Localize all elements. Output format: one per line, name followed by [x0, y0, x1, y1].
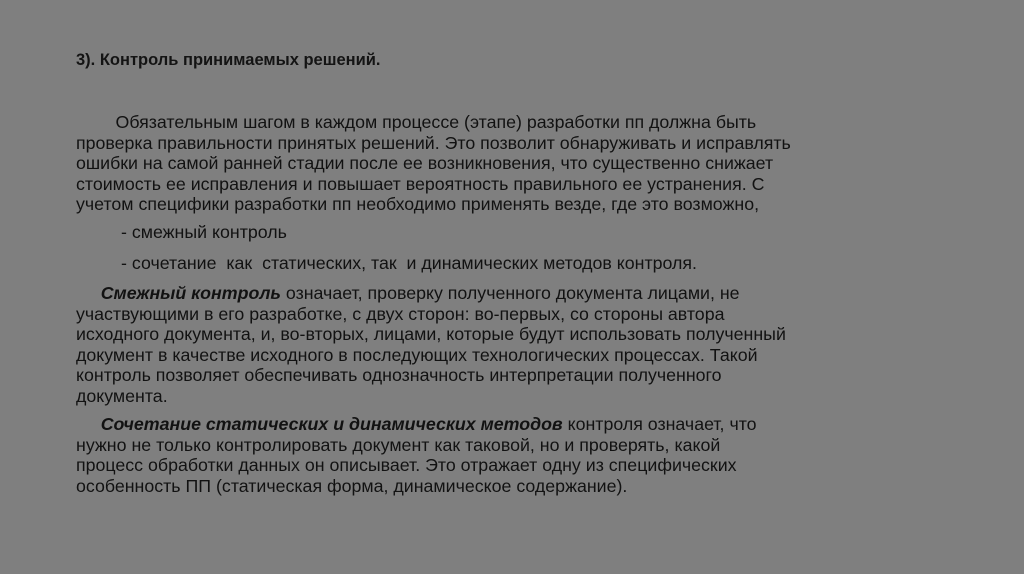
- lead-indent: [76, 414, 101, 434]
- paragraph-adjacent-control: [76, 283, 956, 407]
- paragraph-line: исходного документа, и, во-вторых, лицами, которые будут использовать полученный: [76, 324, 786, 345]
- paragraph-lead-line: [76, 283, 956, 304]
- emphasis-term: Смежный контроль: [100, 283, 281, 303]
- paragraph-line: особенность ПП (статическая форма, динамическое содержание).: [76, 475, 628, 496]
- paragraph-line: документ в качестве исходного в последующих технологических процессах. Такой: [76, 344, 758, 365]
- emphasis-term: Сочетание статических и динамических методов: [100, 414, 563, 434]
- lead-rest: означает, проверку полученного документа лицами, не: [280, 283, 740, 303]
- paragraph-line: контроль позволяет обеспечивать однозначность интерпретации полученного: [76, 365, 722, 386]
- bullet-adjacent-control: - смежный контроль: [121, 222, 287, 242]
- paragraph-line: нужно не только контролировать документ как таковой, но и проверять, какой: [76, 434, 721, 455]
- paragraph-line: учетом специфики разработки пп необходимо применять везде, где это возможно,: [76, 194, 760, 215]
- paragraph-line: ошибки на самой ранней стадии после ее возникновения, что существенно снижает: [76, 153, 774, 174]
- paragraph-line: участвующими в его разработке, с двух сторон: во-первых, со стороны автора: [76, 303, 725, 324]
- paragraph-line: документа.: [76, 385, 168, 406]
- paragraph-static-dynamic: [76, 414, 956, 496]
- lead-indent: [76, 283, 101, 303]
- paragraph-line: проверка правильности принятых решений. Это позволит обнаруживать и исправлять: [76, 132, 791, 153]
- paragraph-control-intro: [76, 112, 956, 215]
- lead-rest: контроля означает, что: [562, 414, 757, 434]
- paragraph-line: процесс обработки данных он описывает. Это отражает одну из специфических: [76, 455, 737, 476]
- slide-heading: 3). Контроль принимаемых решений.: [76, 51, 381, 69]
- bullet-static-dynamic: - сочетание как статических, так и динамических методов контроля.: [121, 253, 697, 273]
- paragraph-line: Обязательным шагом в каждом процессе (этапе) разработки пп должна быть: [76, 112, 757, 132]
- paragraph-lead-line: [76, 414, 956, 435]
- paragraph-line: стоимость ее исправления и повышает вероятность правильного ее устранения. С: [76, 173, 765, 194]
